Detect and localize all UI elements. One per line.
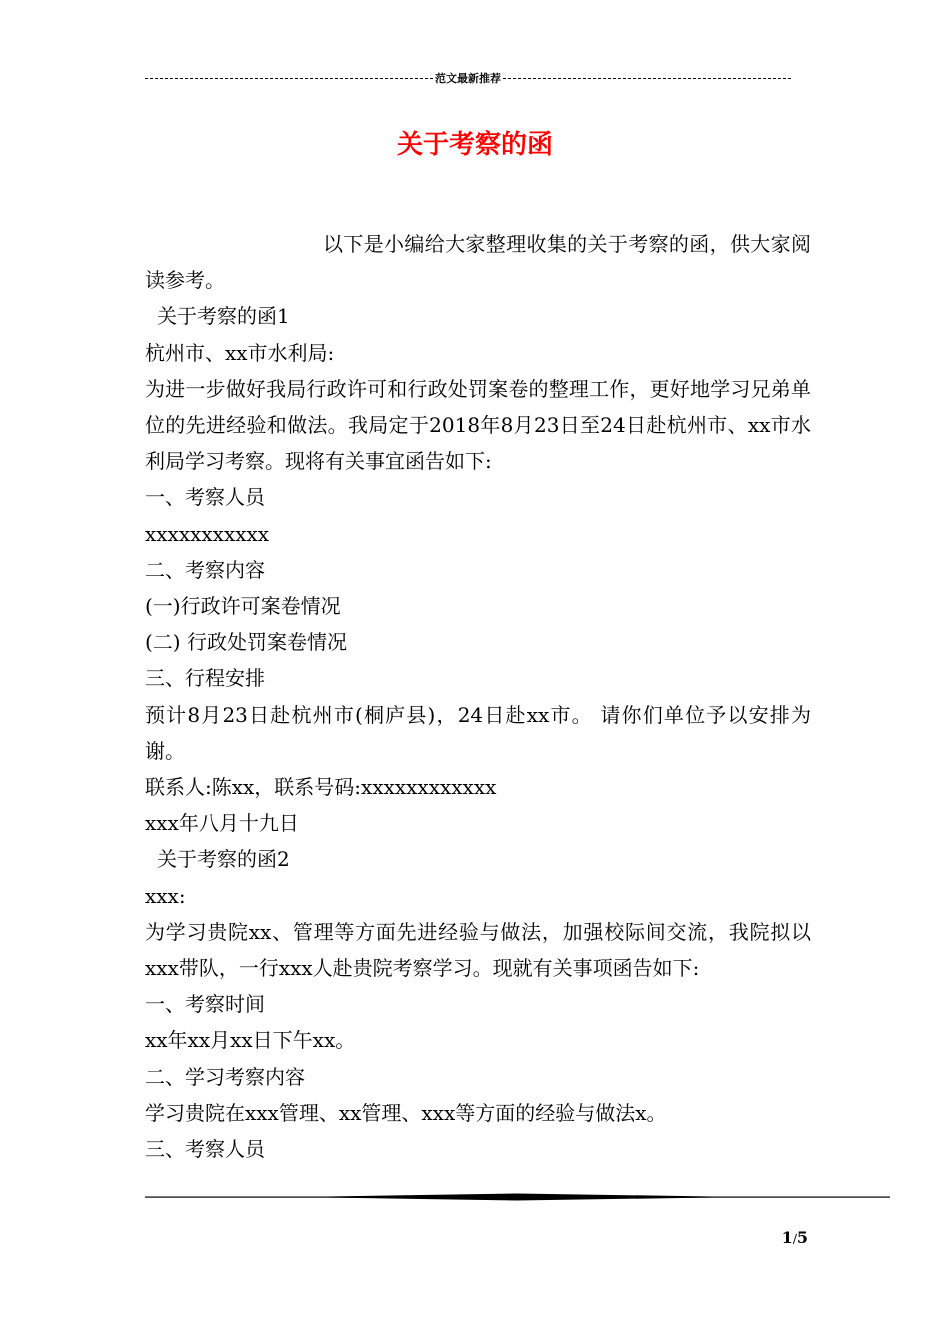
item-content: (二) 行政处罚案卷情况 (145, 630, 347, 655)
item-heading: 二、考察内容 (145, 557, 265, 582)
item-content: 学习贵院在xxx管理、xx管理、xxx等方面的经验与做法x。 (145, 1100, 667, 1125)
item-heading: 三、考察人员 (145, 1137, 265, 1162)
header-dash-left (145, 78, 433, 79)
section-heading-letter-1: 关于考察的函1 (157, 304, 290, 329)
body-paragraph: 为学习贵院xx、管理等方面先进经验与做法，加强校际间交流，我院拟以xxx带队，一行xxx人赴贵院考察学习。现就有关事项函告如下: (145, 919, 811, 981)
item-content: xx年xx月xx日下午xx。 (145, 1028, 356, 1053)
recipient-line: 杭州市、xx市水利局: (145, 340, 335, 365)
item-heading: 三、行程安排 (145, 666, 265, 691)
page-separator: / (792, 1232, 797, 1246)
item-content: 预计8月23日赴杭州市(桐庐县)，24日赴xx市。 请你们单位予以安排为谢。 (145, 702, 811, 763)
header-label: 范文最新推荐 (435, 72, 501, 85)
body-paragraph: 为进一步做好我局行政许可和行政处罚案卷的整理工作，更好地学习兄弟单位的先进经验和做法。我局定于2018年8月23日至24日赴杭州市、xx市水利局学习考察。现将有关事宜函告如下: (145, 376, 811, 474)
intro-paragraph: 以下是小编给大家整理收集的关于考察的函，供大家阅读参考。 (145, 232, 811, 293)
header-dash-right (503, 78, 791, 79)
page-current: 1 (781, 1228, 793, 1247)
section-heading-letter-2: 关于考察的函2 (157, 847, 290, 872)
contact-line: 联系人:陈xx，联系号码:xxxxxxxxxxxx (145, 775, 497, 800)
page-number (782, 1228, 808, 1249)
date-line: xxx年八月十九日 (145, 811, 299, 836)
recipient-line: xxx: (145, 883, 186, 908)
item-heading: 一、考察人员 (145, 485, 265, 510)
document-body (145, 226, 811, 1167)
footer-divider (145, 1193, 890, 1202)
document-title: 关于考察的函 (396, 130, 553, 160)
item-content: (一)行政许可案卷情况 (145, 594, 341, 619)
item-heading: 二、学习考察内容 (145, 1064, 305, 1089)
page-total: 5 (796, 1228, 808, 1247)
item-content: xxxxxxxxxxx (145, 521, 270, 546)
page-header (145, 68, 791, 88)
item-heading: 一、考察时间 (145, 992, 265, 1017)
